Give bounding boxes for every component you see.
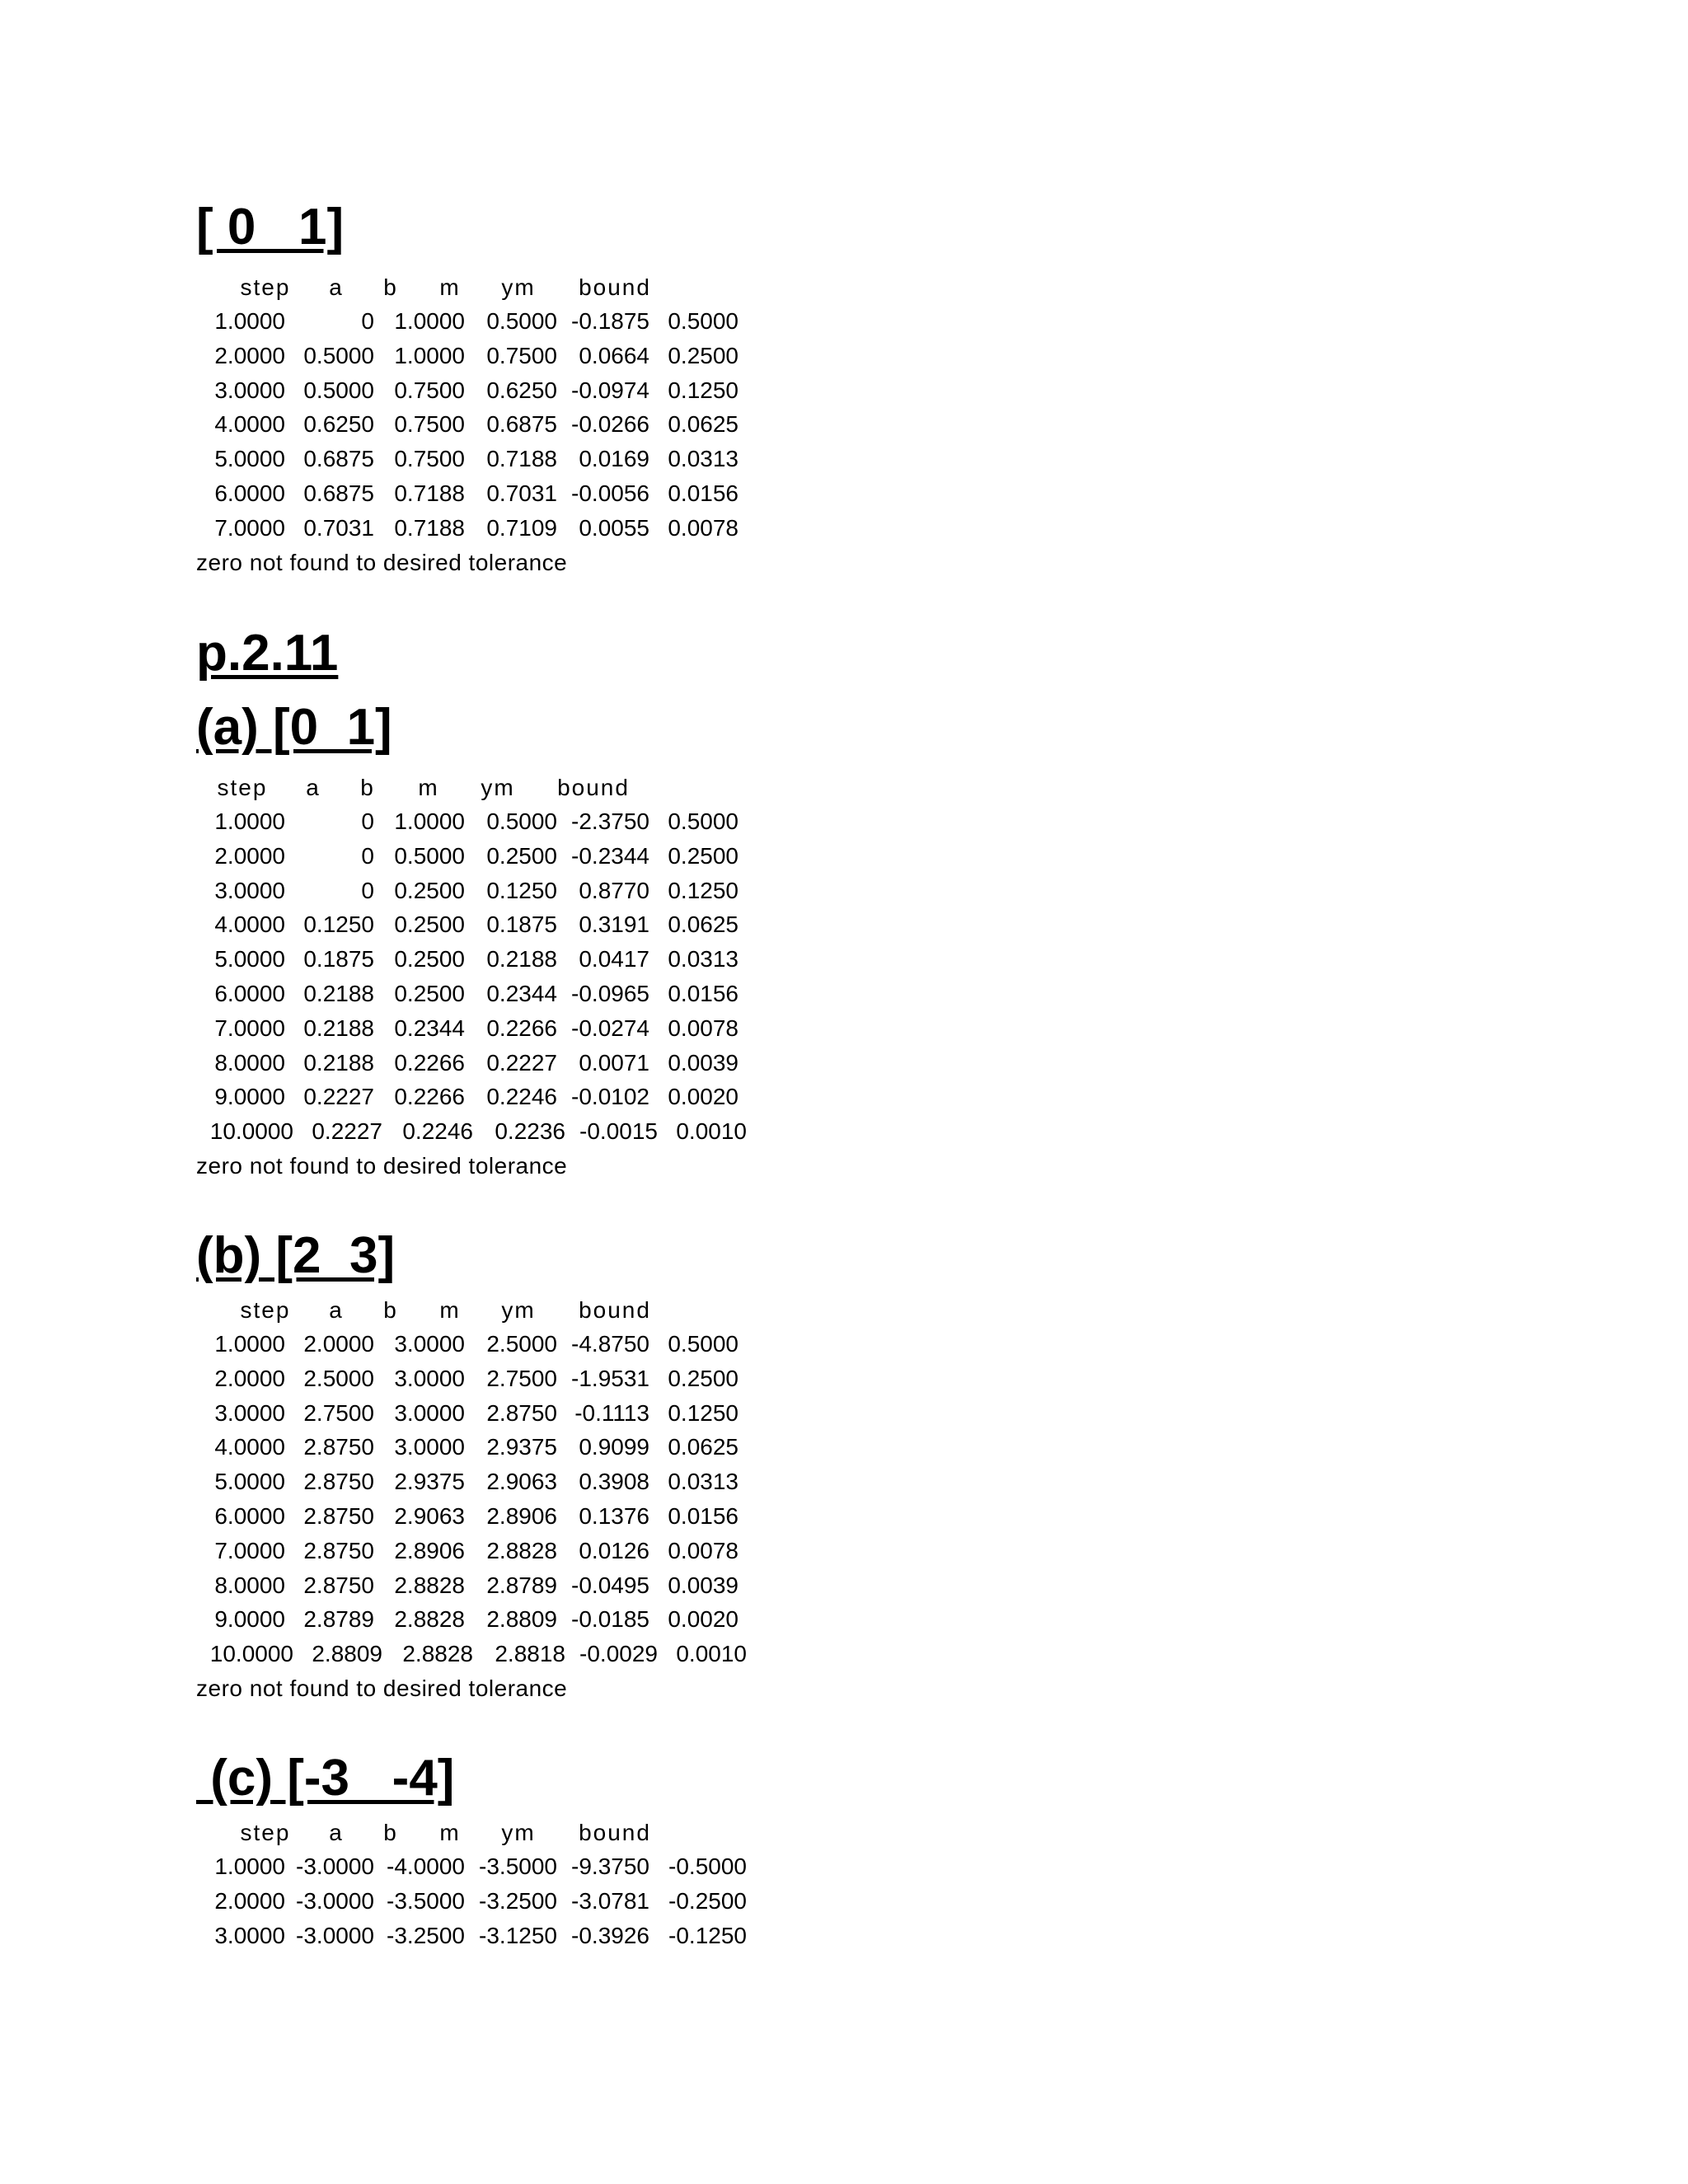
table-cell: 0.5000 <box>668 1331 738 1357</box>
table-cell: 2.0000 <box>303 1331 374 1357</box>
table-cell: 2.8809 <box>486 1606 557 1633</box>
table-cell: 0.7188 <box>486 446 557 472</box>
table-cell: 1.0000 <box>214 308 285 334</box>
table-cell: 9.0000 <box>214 1606 285 1633</box>
table-cell: 0.1250 <box>303 912 374 938</box>
table-cell: 0.1250 <box>668 877 738 903</box>
table-cell: 0.0078 <box>668 514 738 541</box>
status-note: zero not found to desired tolerance <box>196 549 568 575</box>
table-cell: 0.2227 <box>312 1118 382 1145</box>
column-header-b: b <box>383 1297 398 1323</box>
table-cell: 0.2246 <box>402 1118 473 1145</box>
column-header-step: step <box>240 274 291 300</box>
table-cell: 0.5000 <box>668 808 738 834</box>
table-cell: 0.0417 <box>579 946 649 972</box>
column-header-b: b <box>360 775 375 800</box>
table-cell: 2.0000 <box>214 842 285 869</box>
table-cell: 0.0625 <box>668 1434 738 1460</box>
table-cell: 0.5000 <box>486 808 557 834</box>
column-header-bound: bound <box>557 775 630 800</box>
column-header-b: b <box>383 274 398 300</box>
status-note: zero not found to desired tolerance <box>196 1153 568 1179</box>
table-cell: 6.0000 <box>214 1503 285 1529</box>
table-cell: 0.2500 <box>394 981 465 1006</box>
table-cell: -0.0185 <box>571 1606 649 1633</box>
column-header-a: a <box>329 1297 344 1323</box>
table-cell: 8.0000 <box>214 1572 285 1598</box>
section-subheading: (a) [0 1] <box>196 699 392 756</box>
table-cell: 2.8750 <box>486 1399 557 1426</box>
table-cell: 2.0000 <box>214 1887 285 1914</box>
table-cell: 1.0000 <box>394 808 465 834</box>
table-cell: -4.0000 <box>387 1854 465 1879</box>
table-cell: 0.0169 <box>579 446 649 472</box>
table-cell: 2.8906 <box>394 1537 465 1563</box>
table-cell: 0.1875 <box>486 912 557 938</box>
table-cell: 1.0000 <box>394 308 465 334</box>
table-cell: 2.8750 <box>303 1572 374 1598</box>
table-cell: -0.1250 <box>668 1922 747 1948</box>
table-cell: -0.0274 <box>571 1015 649 1041</box>
table-cell: 0.1875 <box>303 946 374 972</box>
table-cell: 0.0039 <box>668 1049 738 1076</box>
table-cell: -1.9531 <box>571 1365 649 1391</box>
column-header-m: m <box>439 1820 461 1845</box>
table-cell: -0.0102 <box>571 1084 649 1110</box>
table-cell: 2.8789 <box>486 1572 557 1598</box>
table-cell: -0.0029 <box>579 1641 658 1667</box>
column-header-b: b <box>383 1820 398 1845</box>
table-cell: 7.0000 <box>214 1015 285 1041</box>
table-cell: 0.5000 <box>303 377 374 403</box>
column-header-bound: bound <box>579 274 651 300</box>
column-header-a: a <box>329 1820 344 1845</box>
table-cell: -4.8750 <box>571 1331 649 1357</box>
table-cell: -3.2500 <box>387 1922 465 1948</box>
table-cell: 10.0000 <box>209 1641 293 1667</box>
column-header-ym: ym <box>501 1820 536 1845</box>
section-heading: (b) [2 3] <box>196 1227 396 1284</box>
table-cell: -0.1113 <box>574 1399 649 1426</box>
table-cell: 2.8818 <box>495 1641 565 1667</box>
table-cell: 2.8906 <box>486 1503 557 1529</box>
column-header-m: m <box>439 1297 461 1323</box>
table-cell: 0.1250 <box>668 1399 738 1426</box>
table-cell: 0.2188 <box>303 981 374 1006</box>
table-cell: 2.8789 <box>303 1606 374 1633</box>
table-cell: 2.7500 <box>303 1399 374 1426</box>
table-cell: -3.5000 <box>479 1854 557 1879</box>
table-cell: 0.7031 <box>486 480 557 506</box>
table-cell: 3.0000 <box>214 1922 285 1948</box>
table-cell: -3.0000 <box>296 1922 374 1948</box>
table-cell: 2.7500 <box>486 1365 557 1391</box>
table-cell: 0.0126 <box>579 1537 649 1563</box>
table-cell: 5.0000 <box>214 446 285 472</box>
table-cell: 0.6875 <box>486 411 557 438</box>
table-cell: 6.0000 <box>214 981 285 1006</box>
column-header-step: step <box>217 775 268 800</box>
table-cell: 0.2227 <box>303 1084 374 1110</box>
table-cell: 3.0000 <box>214 877 285 903</box>
table-cell: 3.0000 <box>394 1399 465 1426</box>
table-cell: 0.2236 <box>495 1118 565 1145</box>
table-cell: 0.2188 <box>303 1049 374 1076</box>
table-cell: 2.8750 <box>303 1503 374 1529</box>
table-cell: 0.0055 <box>579 514 649 541</box>
table-cell: -0.0965 <box>571 981 649 1006</box>
table-cell: 7.0000 <box>214 514 285 541</box>
table-cell: 10.0000 <box>209 1118 293 1145</box>
table-cell: 0.0313 <box>668 1469 738 1495</box>
table-cell: 7.0000 <box>214 1537 285 1563</box>
table-cell: -0.0266 <box>571 411 649 438</box>
table-cell: 2.8809 <box>312 1641 382 1667</box>
table-cell: -3.0781 <box>571 1887 649 1914</box>
table-cell: 0 <box>361 808 374 834</box>
table-cell: 0.0020 <box>668 1084 738 1110</box>
table-cell: 0.1376 <box>579 1503 649 1529</box>
section-heading: [ 0 1] <box>196 199 345 255</box>
table-cell: -3.2500 <box>479 1887 557 1914</box>
table-cell: -0.0056 <box>571 480 649 506</box>
table-cell: 0.2266 <box>486 1015 557 1041</box>
table-cell: -0.2344 <box>571 842 649 869</box>
table-cell: 0.3191 <box>579 912 649 938</box>
table-cell: 0.7500 <box>394 377 465 403</box>
column-header-bound: bound <box>579 1297 651 1323</box>
table-cell: 2.9063 <box>486 1469 557 1495</box>
table-cell: 0.8770 <box>579 877 649 903</box>
table-cell: 2.8828 <box>402 1641 473 1667</box>
table-cell: 5.0000 <box>214 1469 285 1495</box>
table-cell: 0.2500 <box>486 842 557 869</box>
table-cell: 0.7188 <box>394 480 465 506</box>
table-cell: 0.2500 <box>394 877 465 903</box>
table-cell: 0.0010 <box>676 1118 747 1145</box>
table-cell: 0.0039 <box>668 1572 738 1598</box>
table-cell: 2.8750 <box>303 1434 374 1460</box>
table-cell: 0.7500 <box>394 411 465 438</box>
column-header-ym: ym <box>481 775 515 800</box>
table-cell: 2.8750 <box>303 1537 374 1563</box>
table-cell: -3.5000 <box>387 1887 465 1914</box>
table-cell: 0.3908 <box>579 1469 649 1495</box>
table-cell: 0.7500 <box>486 342 557 368</box>
table-cell: 1.0000 <box>214 1331 285 1357</box>
table-cell: 0.9099 <box>579 1434 649 1460</box>
table-cell: -0.0974 <box>571 377 649 403</box>
section-heading: (c) [-3 -4] <box>196 1750 455 1807</box>
table-cell: -0.5000 <box>668 1854 747 1879</box>
table-cell: 2.5000 <box>486 1331 557 1357</box>
table-cell: 0.2500 <box>668 1365 738 1391</box>
table-cell: -3.0000 <box>296 1854 374 1879</box>
table-cell: 0.5000 <box>486 308 557 334</box>
table-cell: 0.1250 <box>668 377 738 403</box>
table-cell: 2.8828 <box>394 1606 465 1633</box>
column-header-m: m <box>439 274 461 300</box>
table-cell: 2.9375 <box>394 1469 465 1495</box>
table-cell: 3.0000 <box>394 1365 465 1391</box>
table-cell: 0.0078 <box>668 1015 738 1041</box>
table-cell: 8.0000 <box>214 1049 285 1076</box>
table-cell: 0.0313 <box>668 446 738 472</box>
table-cell: 0.0071 <box>579 1049 649 1076</box>
table-cell: 0 <box>361 877 374 903</box>
table-cell: 0.2266 <box>394 1084 465 1110</box>
table-cell: 0 <box>361 308 374 334</box>
table-cell: 0.0010 <box>676 1641 747 1667</box>
column-header-step: step <box>240 1297 291 1323</box>
table-cell: 2.8828 <box>486 1537 557 1563</box>
table-cell: 3.0000 <box>214 1399 285 1426</box>
table-cell: 0.0313 <box>668 946 738 972</box>
table-cell: 0.2344 <box>394 1015 465 1041</box>
table-cell: 0.7188 <box>394 514 465 541</box>
column-header-a: a <box>329 274 344 300</box>
table-cell: 6.0000 <box>214 480 285 506</box>
table-cell: -3.1250 <box>479 1922 557 1948</box>
table-cell: 0.0664 <box>579 342 649 368</box>
table-cell: 2.0000 <box>214 342 285 368</box>
table-cell: 0 <box>361 842 374 869</box>
status-note: zero not found to desired tolerance <box>196 1675 568 1701</box>
table-cell: 3.0000 <box>214 377 285 403</box>
table-cell: 0.2500 <box>668 342 738 368</box>
table-cell: 0.5000 <box>303 342 374 368</box>
table-cell: 2.0000 <box>214 1365 285 1391</box>
table-cell: 0.6875 <box>303 480 374 506</box>
table-cell: 0.0156 <box>668 480 738 506</box>
table-cell: 0.1250 <box>486 877 557 903</box>
table-cell: 2.5000 <box>303 1365 374 1391</box>
column-header-ym: ym <box>501 274 536 300</box>
table-cell: 0.0625 <box>668 411 738 438</box>
table-cell: 0.0156 <box>668 1503 738 1529</box>
table-cell: 0.7109 <box>486 514 557 541</box>
table-cell: 0.6875 <box>303 446 374 472</box>
table-cell: 0.2227 <box>486 1049 557 1076</box>
table-cell: -2.3750 <box>571 808 649 834</box>
table-cell: 2.8828 <box>394 1572 465 1598</box>
table-cell: 0.5000 <box>394 842 465 869</box>
table-cell: 4.0000 <box>214 411 285 438</box>
column-header-m: m <box>418 775 439 800</box>
table-cell: -9.3750 <box>571 1854 649 1879</box>
table-cell: 5.0000 <box>214 946 285 972</box>
table-cell: -0.3926 <box>571 1922 649 1948</box>
column-header-a: a <box>306 775 321 800</box>
table-cell: 0.2500 <box>668 842 738 869</box>
table-cell: 0.2500 <box>394 912 465 938</box>
table-cell: 0.5000 <box>668 308 738 334</box>
column-header-ym: ym <box>501 1297 536 1323</box>
table-cell: -0.0015 <box>579 1118 658 1145</box>
table-cell: 9.0000 <box>214 1084 285 1110</box>
table-cell: -0.1875 <box>571 308 649 334</box>
table-cell: 0.2500 <box>394 946 465 972</box>
table-cell: 0.2344 <box>486 981 557 1006</box>
table-cell: 0.7500 <box>394 446 465 472</box>
table-cell: 0.2188 <box>303 1015 374 1041</box>
table-cell: 2.8750 <box>303 1469 374 1495</box>
table-cell: 0.2246 <box>486 1084 557 1110</box>
table-cell: 1.0000 <box>214 1854 285 1879</box>
table-cell: -0.2500 <box>668 1887 747 1914</box>
table-cell: 0.0156 <box>668 981 738 1006</box>
table-cell: 0.6250 <box>303 411 374 438</box>
table-cell: 1.0000 <box>394 342 465 368</box>
table-cell: -3.0000 <box>296 1887 374 1914</box>
column-header-bound: bound <box>579 1820 651 1845</box>
table-cell: 3.0000 <box>394 1331 465 1357</box>
table-cell: 0.2188 <box>486 946 557 972</box>
table-cell: 0.2266 <box>394 1049 465 1076</box>
table-cell: 4.0000 <box>214 912 285 938</box>
table-cell: 2.9375 <box>486 1434 557 1460</box>
table-cell: 0.7031 <box>303 514 374 541</box>
table-cell: 4.0000 <box>214 1434 285 1460</box>
table-cell: 1.0000 <box>214 808 285 834</box>
table-cell: 0.6250 <box>486 377 557 403</box>
section-heading: p.2.11 <box>196 625 339 682</box>
table-cell: -0.0495 <box>571 1572 649 1598</box>
table-cell: 0.0020 <box>668 1606 738 1633</box>
table-cell: 3.0000 <box>394 1434 465 1460</box>
table-cell: 0.0625 <box>668 912 738 938</box>
column-header-step: step <box>240 1820 291 1845</box>
table-cell: 0.0078 <box>668 1537 738 1563</box>
table-cell: 2.9063 <box>394 1503 465 1529</box>
